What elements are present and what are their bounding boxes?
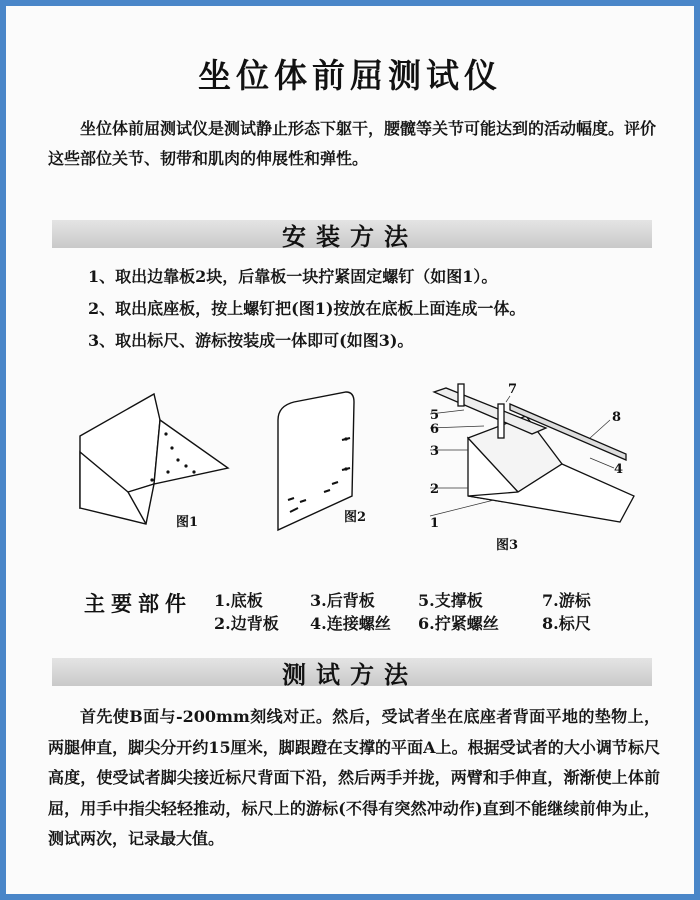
figure-3-label-8: 8 — [612, 410, 622, 425]
part-item: 1.底板 — [214, 591, 263, 610]
figure-3-caption: 图3 — [496, 538, 519, 553]
page-title: 坐位体前屈测试仪 — [198, 56, 502, 95]
install-step-2: 2、取出底座板，按上螺钉把(图1)按放在底板上面连成一体。 — [88, 299, 526, 318]
figure-1-drawing — [68, 388, 248, 528]
figure-3-drawing — [414, 376, 654, 546]
test-heading: 测试方法 — [282, 660, 418, 689]
part-item: 5.支撑板 — [418, 591, 483, 610]
figure-3-label-2: 2 — [430, 482, 440, 497]
figure-3-label-6: 6 — [430, 422, 440, 437]
install-heading: 安装方法 — [282, 222, 418, 251]
figure-3-label-4: 4 — [614, 462, 624, 477]
figure-3-label-5: 5 — [430, 408, 440, 423]
part-item: 2.边背板 — [214, 614, 279, 633]
install-step-1: 1、取出边靠板2块，后靠板一块拧紧固定螺钉（如图1）。 — [88, 267, 498, 286]
figure-3-label-1: 1 — [430, 516, 440, 531]
instruction-sheet — [6, 6, 694, 894]
figure-2-caption: 图2 — [344, 510, 367, 525]
figure-3-label-7: 7 — [508, 382, 518, 397]
intro-paragraph: 坐位体前屈测试仪是测试静止形态下躯干，腰髋等关节可能达到的活动幅度。评价这些部位关节、韧带和肌肉的伸展性和弹性。 — [48, 119, 657, 168]
test-paragraph: 首先使B面与-200mm刻线对正。然后，受试者坐在底座者背面平地的垫物上，两腿伸直，脚尖分开约15厘米，脚跟蹬在支撑的平面A上。根据受试者的大小调节标尺高度，使受试者脚尖接近标尺背面下沿，然后两手并拢，两臂和手伸直，渐渐使上体前屈，用手中指尖轻轻推动，标尺上的游标(不得有突然冲动作)直到不能继续前伸为止，测试两次，记录最大值。 — [48, 707, 660, 848]
install-steps — [88, 261, 668, 357]
part-item: 4.连接螺丝 — [310, 614, 391, 633]
parts-heading: 主要部件 — [84, 591, 192, 616]
part-item: 6.拧紧螺丝 — [418, 614, 499, 633]
figure-3-label-3: 3 — [430, 444, 440, 459]
install-step-3: 3、取出标尺、游标按装成一体即可(如图3)。 — [88, 331, 414, 350]
part-item: 3.后背板 — [310, 591, 375, 610]
part-item: 8.标尺 — [542, 614, 591, 633]
figure-1-caption: 图1 — [176, 515, 199, 530]
part-item: 7.游标 — [542, 591, 591, 610]
